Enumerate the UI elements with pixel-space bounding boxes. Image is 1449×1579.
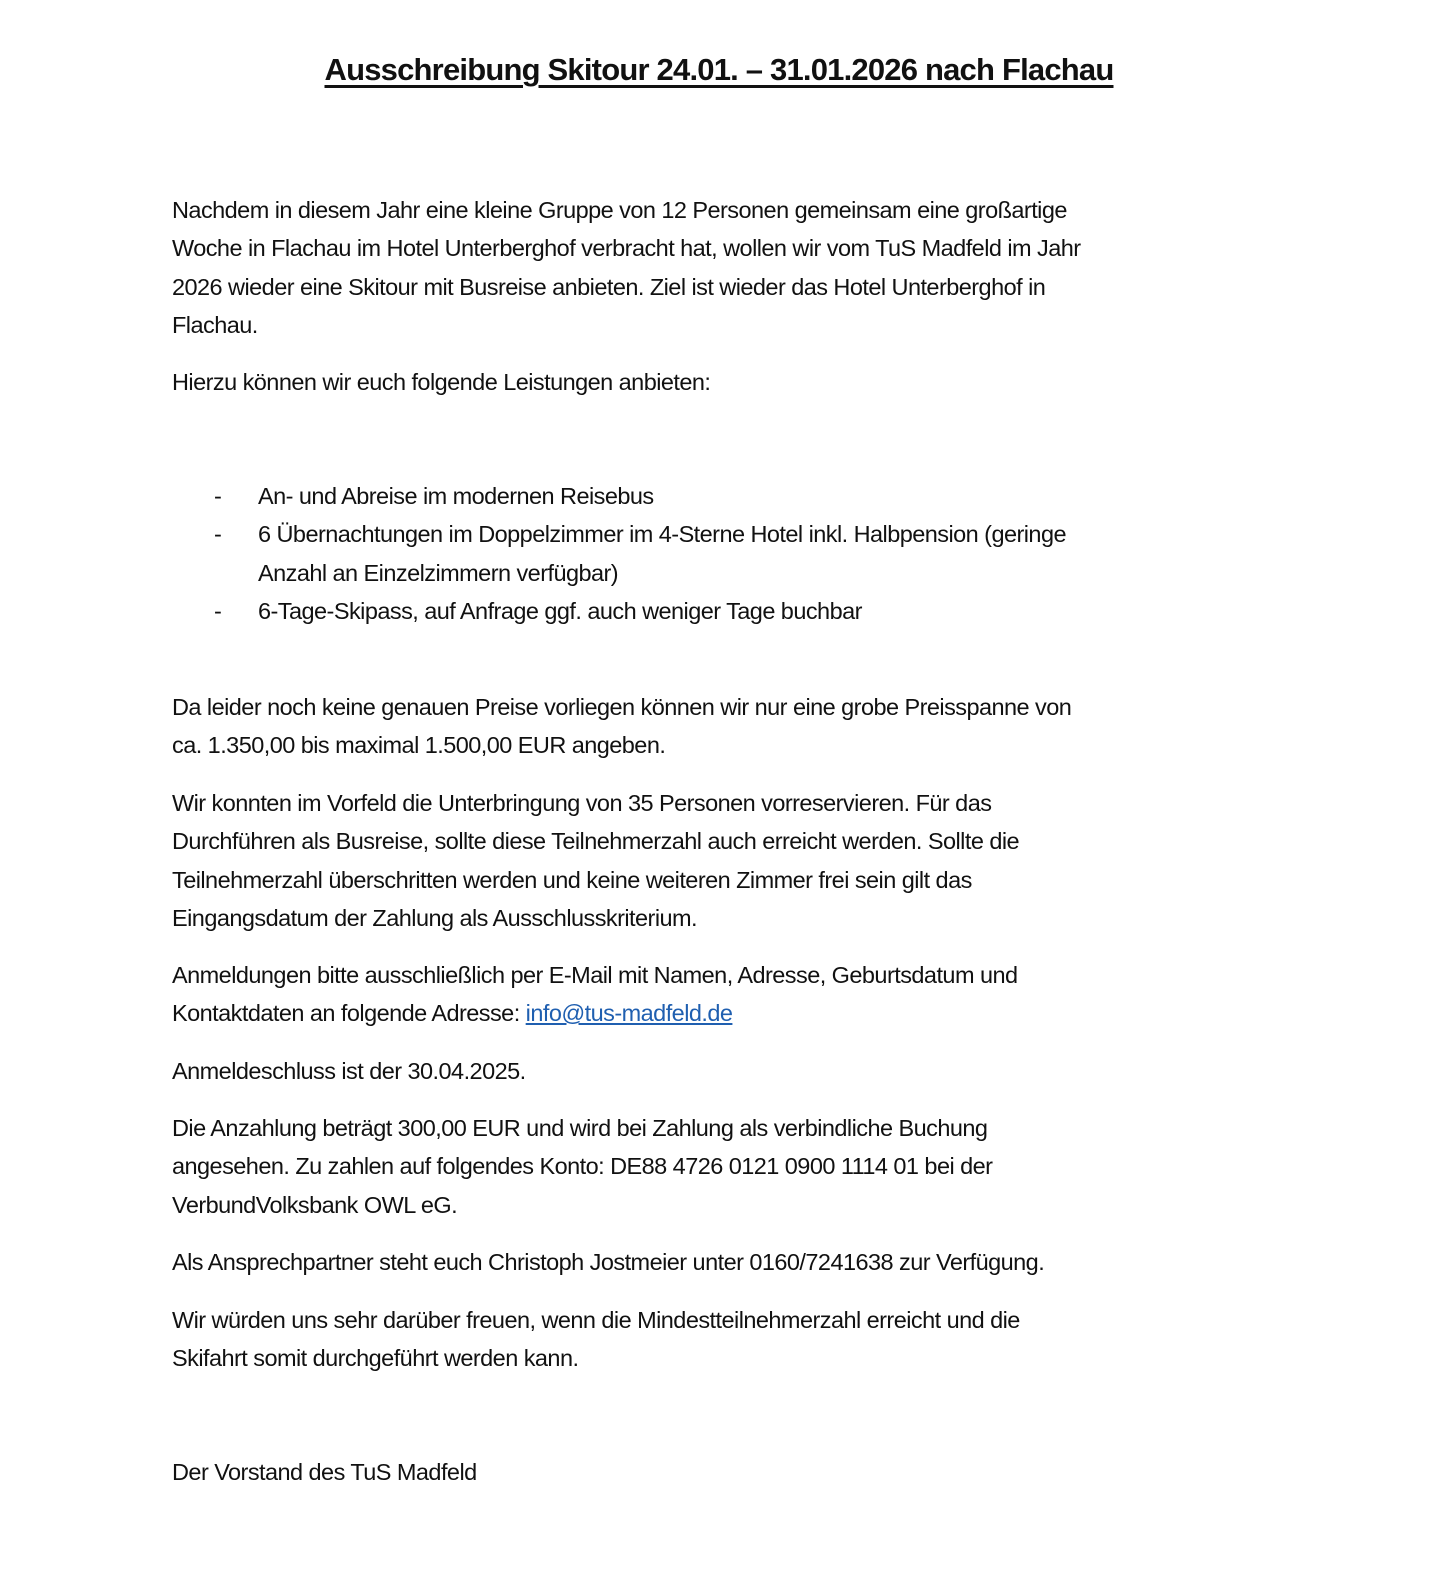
- closing-paragraph: [172, 1301, 1020, 1378]
- services-intro: [172, 363, 710, 401]
- services-list: [172, 477, 1066, 630]
- text-line: Anmeldungen bitte ausschließlich per E-Mail mit Namen, Adresse, Geburtsdatum und: [172, 962, 1018, 988]
- dash-bullet: -: [214, 521, 222, 548]
- text-line: Anzahl an Einzelzimmern verfügbar): [258, 559, 619, 586]
- price-paragraph: [172, 688, 1071, 765]
- text-line: Skifahrt somit durchgeführt werden kann.: [172, 1345, 579, 1372]
- dash-bullet: -: [214, 483, 222, 509]
- text-line: VerbundVolksbank OWL eG.: [172, 1191, 458, 1218]
- text-line: Flachau.: [172, 311, 258, 338]
- text-line: Anmeldeschluss ist der 30.04.2025.: [172, 1058, 526, 1084]
- text-line: Die Anzahlung beträgt 300,00 EUR und wird bei Zahlung als verbindliche Buchung: [172, 1115, 988, 1141]
- text: Kontaktdaten an folgende Adresse:: [172, 1000, 526, 1027]
- email-link[interactable]: info@tus-madfeld.de: [525, 1000, 733, 1027]
- document-title: Ausschreibung Skitour 24.01. – 31.01.2026 nach Flachau: [324, 52, 1114, 87]
- text-line: Hierzu können wir euch folgende Leistungen anbieten:: [172, 369, 711, 395]
- text-line: Durchführen als Busreise, sollte diese Teilnehmerzahl auch erreicht werden. Sollte die: [172, 828, 1020, 855]
- intro-paragraph: [172, 191, 1081, 344]
- text-line: angesehen. Zu zahlen auf folgendes Konto: DE88 4726 0121 0900 1114 01 bei der: [172, 1153, 993, 1180]
- signature: [172, 1453, 477, 1491]
- text-line: 6-Tage-Skipass, auf Anfrage ggf. auch weniger Tage buchbar: [258, 597, 862, 624]
- text-line: Eingangsdatum der Zahlung als Ausschlusskriterium.: [172, 904, 698, 931]
- text-line: Nachdem in diesem Jahr eine kleine Gruppe von 12 Personen gemeinsam eine großartige: [172, 197, 1067, 223]
- text-line: Wir würden uns sehr darüber freuen, wenn die Mindestteilnehmerzahl erreicht und die: [172, 1307, 1020, 1333]
- text-line: Teilnehmerzahl überschritten werden und keine weiteren Zimmer frei sein gilt das: [172, 866, 972, 893]
- text-line: ca. 1.350,00 bis maximal 1.500,00 EUR angeben.: [172, 732, 666, 759]
- text-line: [172, 994, 1018, 1032]
- registration-paragraph: [172, 956, 1018, 1033]
- text-line: Woche in Flachau im Hotel Unterberghof verbracht hat, wollen wir vom TuS Madfeld im Jahr: [172, 235, 1081, 262]
- capacity-paragraph: [172, 784, 1019, 937]
- text-line: 6 Übernachtungen im Doppelzimmer im 4-Sterne Hotel inkl. Halbpension (geringe: [258, 521, 1066, 548]
- text-line: An- und Abreise im modernen Reisebus: [258, 483, 654, 509]
- text-line: Wir konnten im Vorfeld die Unterbringung von 35 Personen vorreservieren. Für das: [172, 790, 992, 816]
- list-item: [172, 477, 1066, 515]
- contact-paragraph: [172, 1243, 1044, 1281]
- list-item: [172, 592, 1066, 630]
- text-line: Der Vorstand des TuS Madfeld: [172, 1459, 477, 1485]
- payment-paragraph: [172, 1109, 992, 1224]
- list-item: [172, 515, 1066, 592]
- text-line: Da leider noch keine genauen Preise vorliegen können wir nur eine grobe Preisspanne von: [172, 694, 1072, 720]
- dash-bullet: -: [214, 597, 222, 624]
- text-line: Als Ansprechpartner steht euch Christoph Jostmeier unter 0160/7241638 zur Verfügung.: [172, 1249, 1045, 1275]
- text-line: 2026 wieder eine Skitour mit Busreise anbieten. Ziel ist wieder das Hotel Unterberghof in: [172, 273, 1046, 300]
- deadline-paragraph: [172, 1052, 526, 1090]
